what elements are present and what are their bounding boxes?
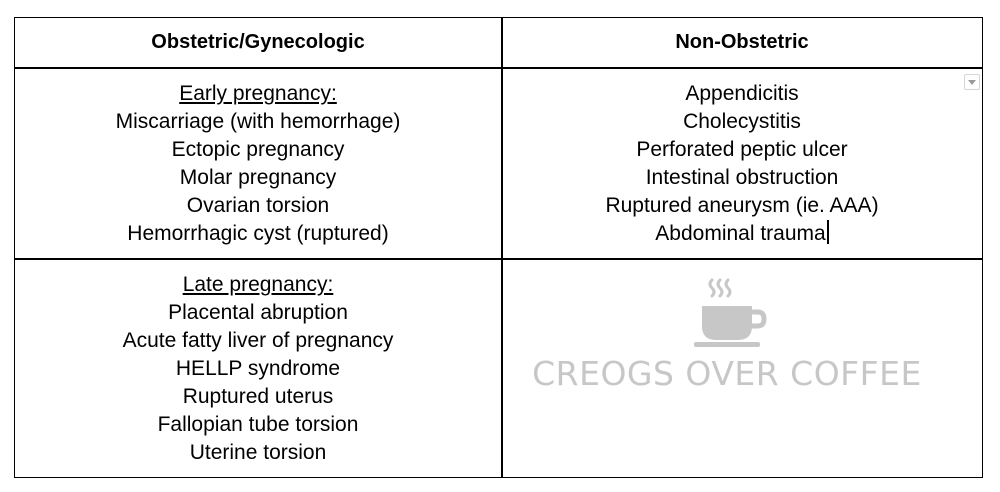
non-obstetric-list [503, 80, 981, 248]
text-cursor [827, 220, 829, 244]
list-item: Ovarian torsion [186, 194, 330, 217]
early-pregnancy-cell[interactable] [15, 80, 501, 248]
header-obstetric-gynecologic: Obstetric/Gynecologic [151, 31, 365, 53]
list-item: Ruptured aneurysm (ie. AAA) [605, 194, 879, 217]
early-pregnancy-heading: Early pregnancy: [179, 82, 337, 105]
list-item: Ectopic pregnancy [171, 138, 345, 161]
list-item: Ruptured uterus [182, 385, 334, 408]
list-item: Hemorrhagic cyst (ruptured) [127, 222, 389, 245]
list-item: Intestinal obstruction [645, 166, 839, 189]
list-item: Molar pregnancy [179, 166, 337, 189]
late-pregnancy-list [15, 299, 501, 467]
list-item: Appendicitis [685, 82, 799, 105]
list-item: Cholecystitis [683, 110, 801, 133]
header-non-obstetric: Non-Obstetric [675, 31, 809, 53]
watermark [488, 242, 966, 459]
list-item: Placental abruption [168, 301, 348, 324]
list-item: Fallopian tube torsion [157, 413, 359, 436]
non-obstetric-cell[interactable] [503, 80, 981, 248]
late-pregnancy-cell[interactable] [15, 271, 501, 467]
list-item: Miscarriage (with hemorrhage) [115, 110, 401, 133]
chevron-down-icon[interactable] [964, 74, 980, 90]
header-divider [15, 67, 982, 69]
list-item: Perforated peptic ulcer [636, 138, 848, 161]
watermark-text: CREOGS OVER COFFEE [532, 354, 922, 393]
list-item: Acute fatty liver of pregnancy [122, 329, 394, 352]
list-item: Uterine torsion [189, 441, 327, 464]
early-pregnancy-list [15, 108, 501, 248]
list-item: HELLP syndrome [175, 357, 341, 380]
list-item-text: Abdominal trauma [655, 222, 826, 245]
late-pregnancy-heading: Late pregnancy: [182, 273, 334, 296]
coffee-cup-icon [682, 276, 772, 348]
